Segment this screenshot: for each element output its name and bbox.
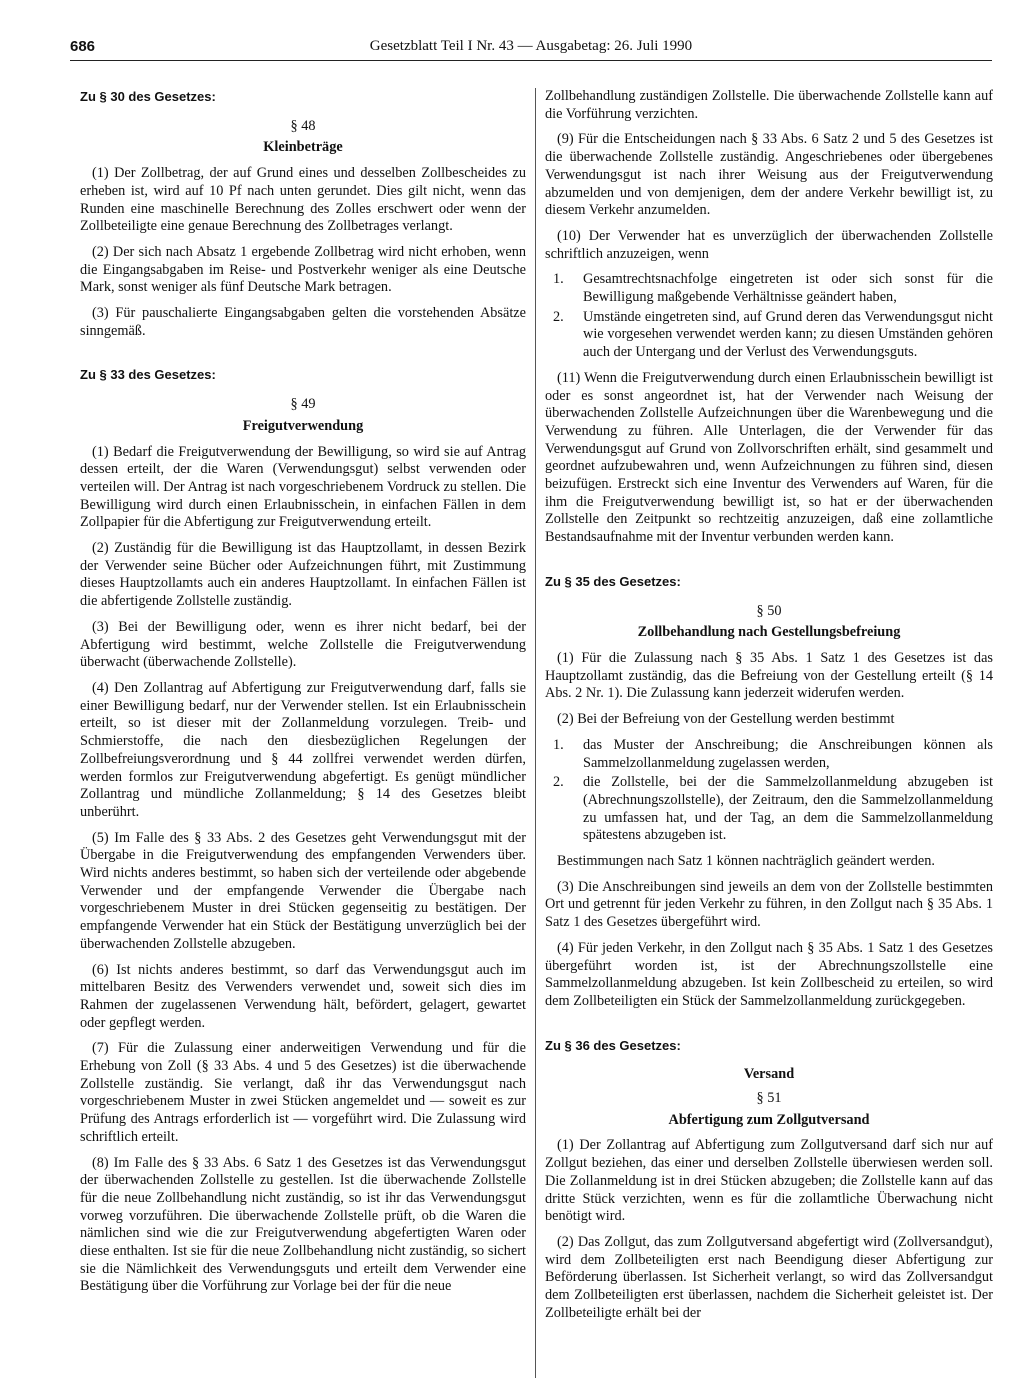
s49-p6: (6) Ist nichts anderes bestimmt, so darf das Verwendungsgut auch im mittelbaren Besitz des Verwenders verwendet und, soweit sich dies im Rahmen der zugelassenen Verwendung hält, befördert, gelagert, gewartet oder gepflegt werden. — [80, 961, 526, 1031]
s48-p3: (3) Für pauschalierte Eingangsabgaben gelten die vorstehenden Absätze sinngemäß. — [80, 305, 526, 339]
s49-p9: (9) Für die Entscheidungen nach § 33 Abs. 6 Satz 2 und 5 des Gesetzes ist die überwachende Zollstelle zuständig. Angeschriebenes oder übergebenes Verwendungsgut ist nach ihrer Weisung aus der Freigutverwendung abzumelden und von demjenigen, dem der andere Verkehr bewilligt ist, zu diesem Verkehr anzumelden. — [545, 131, 993, 219]
s51-p2: (2) Das Zollgut, das zum Zollgutversand abgefertigt wird (Zollversandgut), wird dem Zollbeteiligten erst nach Beendigung dieser Abfertigung zur Beförderung überlassen. Ist Sicherheit verlangt, so wird das Zollversandgut dem Zollbeteiligten erst überlassen, nachdem die Sicherheit geleistet ist. Der Zollbeteiligte erhält bei der — [545, 1233, 993, 1321]
paragraph-title-48: Kleinbeträge — [263, 139, 343, 156]
list-text: Umstände eingetreten sind, auf Grund deren das Verwendungsgut nicht wie vorgesehen verwendet werden kann; zu diesen Umständen gehören auch der Untergang und der Verlust des Verwendungsguts. — [583, 308, 993, 361]
list-number: 1. — [553, 736, 564, 753]
s49-p8-continued: Zollbehandlung zuständigen Zollstelle. Die überwachende Zollstelle kann auf die Vorführung verzichten. — [545, 88, 993, 122]
list-number: 2. — [553, 308, 564, 325]
paragraph-title-51: Abfertigung zum Zollgutversand — [668, 1111, 870, 1128]
right-column — [545, 88, 993, 1378]
list-text: das Muster der Anschreibung; die Anschreibungen können als Sammelzollanmeldung zugelassen werden, — [583, 736, 993, 771]
header-title: Gesetzblatt Teil I Nr. 43 — Ausgabetag: 26. Juli 1990 — [369, 38, 693, 54]
s50-p2-after: Bestimmungen nach Satz 1 können nachträglich geändert werden. — [557, 853, 935, 870]
paragraph-title-50: Zollbehandlung nach Gestellungsbefreiung — [637, 624, 901, 641]
list-number: 1. — [553, 271, 564, 288]
page-header — [70, 36, 992, 61]
paragraph-number-50: § 50 — [756, 602, 782, 619]
s50-p4: (4) Für jeden Verkehr, in den Zollgut nach § 35 Abs. 1 Satz 1 des Gesetzes übergeführt worden ist, ist der Abrechnungszollstelle eine Sammelzollanmeldung abzugeben. Ist kein Zollbescheid zu erteilen, so wird dem Zollbeteiligten ein Stück der Sammelzollanmeldung zurückgegeben. — [545, 939, 993, 1009]
list-item — [545, 271, 993, 306]
s49-p10: (10) Der Verwender hat es unverzüglich der überwachenden Zollstelle schriftlich anzuzeigen, wenn — [545, 227, 993, 262]
s49-p5: (5) Im Falle des § 33 Abs. 2 des Gesetzes geht Verwendungsgut mit der Übergabe in die Freigutverwendung des empfangenden Verwenders über. Wird nichts anderes bestimmt, so haben sich der verteilende oder abgebende Verwender und der empfangende Verwender die Übergabe nach vorgeschriebenem Muster in drei Stücken gegenseitig zu bestätigen. Der empfangende Verwender hat ein Stück der Bestätigung unverzüglich bei der überwachenden Zollstelle abzugeben. — [80, 829, 526, 952]
s48-p2: (2) Der sich nach Absatz 1 ergebende Zollbetrag wird nicht erhoben, wenn die Eingangsabgaben im Reise- und Postverkehr weniger als eine Deutsche Mark, sonst weniger als fünf Deutsche Mark betragen. — [80, 243, 526, 296]
s49-p11: (11) Wenn die Freigutverwendung durch einen Erlaubnisschein bewilligt ist oder es sonst angeordnet ist, hat der Verwender nach Weisung der überwachenden Zollstelle Aufzeichnungen über die Warenbewegung und die Verwendung zu führen. Alle Unterlagen, die der Verwender für das Verwendungsgut auf Grund von Zollvorschriften erhält, sind gesammelt und geordnet aufzubewahren und, wenn Aufzeichnungen zu führen sind, diesen beizufügen. Erstreckt sich eine Inventur des Verwenders auf Waren, für die ihm die Freigutverwendung bewilligt ist, so hat er der überwachenden Zollstelle den Zeitpunkt so rechtzeitig anzuzeigen, daß eine zollamtliche Bestandsaufnahme mit der Inventur verbunden werden kann. — [545, 369, 993, 546]
list-item — [545, 309, 993, 362]
list-number: 2. — [553, 774, 564, 791]
paragraph-number-48: § 48 — [290, 117, 316, 134]
section-heading-zu-30: Zu § 30 des Gesetzes: — [80, 89, 216, 104]
column-divider — [535, 88, 536, 1378]
s50-p1: (1) Für die Zulassung nach § 35 Abs. 1 Satz 1 des Gesetzes ist das Hauptzollamt zuständig, das die Befreiung von der Gestellung erteilt (§ 14 Abs. 2 Nr. 1). Die Zulassung kann jederzeit widerufen werden. — [545, 649, 993, 702]
section-heading-zu-35: Zu § 35 des Gesetzes: — [545, 573, 681, 589]
s49-p1: (1) Bedarf die Freigutverwendung der Bewilligung, so wird sie auf Antrag dessen erteilt, der die Waren (Verwendungsgut) selbst verwenden oder verteilen will. Der Antrag ist nach vorgeschriebenem Vordruck zu stellen. Die Bewilligung wird durch einen Erlaubnisschein, in einfachen Fällen in dem Zollpapier für die Abfertigung zur Freigutverwendung erteilt. — [80, 443, 526, 531]
left-column — [80, 88, 526, 1378]
paragraph-number-49: § 49 — [290, 396, 316, 413]
s49-p3: (3) Bei der Bewilligung oder, wenn es ihrer nicht bedarf, bei der Abfertigung wird bestimmt, welche Zollstelle die Freigutverwendung überwacht (überwachende Zollstelle). — [80, 618, 526, 671]
list-text: Gesamtrechtsnachfolge eingetreten ist oder sich sonst für die Bewilligung maßgebende Verhältnisse geändert haben, — [583, 271, 993, 306]
s50-p2-list — [545, 737, 993, 845]
list-item — [545, 737, 993, 772]
s49-p7: (7) Für die Zulassung einer anderweitigen Verwendung und für die Erhebung von Zoll (§ 33 Abs. 4 und 5 des Gesetzes) ist die überwachende Zollstelle zuständig. Sie verlangt, daß ihr das Verwendungsgut nach vorgeschriebenem Muster in zwei Stücken angemeldet und — soweit es zur Prüfung des Antrags erforderlich ist — vorgeführt wird. Die Zulassung wird schriftlich erteilt. — [80, 1040, 526, 1145]
section-heading-zu-33: Zu § 33 des Gesetzes: — [80, 367, 216, 383]
s49-p2: (2) Zuständig für die Bewilligung ist das Hauptzollamt, in dessen Bezirk der Verwender seine Bücher oder Aufzeichnungen führt, mit Zustimmung dieses Hauptzollamts auch ein anderes Hauptzollamt. In einfachen Fällen ist die abfertigende Zollstelle zuständig. — [80, 540, 526, 610]
list-item — [545, 774, 993, 845]
paragraph-title-49: Freigutverwendung — [242, 417, 364, 434]
paragraph-number-51: § 51 — [756, 1090, 782, 1107]
s51-p1: (1) Der Zollantrag auf Abfertigung zum Zollgutversand darf sich nur auf Zollgut beziehen, das einer und derselben Zollstelle überwiesen werden soll. Die Zollanmeldung ist in drei Stücken abzugeben; die Zollstelle kann auf das dritte Stück verzichten, wenn es für die zollamtliche Überwachung nicht benötigt wird. — [545, 1137, 993, 1225]
s50-p2: (2) Bei der Befreiung von der Gestellung werden bestimmt — [557, 711, 895, 728]
s49-p4: (4) Den Zollantrag auf Abfertigung zur Freigutverwendung darf, falls sie einer Bewilligung bedarf, nur der Verwender stellen. Ist ein Erlaubnisschein erteilt, so ist dieser mit der Zollanmeldung vorzulegen. Treib- und Schmierstoffe, die nach den diesbezüglichen Regelungen der Zollbefreiungsverordnung und § 44 zollfrei verwendet werden dürfen, werden formlos zur Freigutverwendung abgefertigt. Es genügt mündlicher Zollantrag und mündliche Zollanmeldung; § 14 des Gesetzes bleibt unberührt. — [80, 679, 526, 820]
s50-p3: (3) Die Anschreibungen sind jeweils an dem von der Zollstelle bestimmten Ort und getrennt für jeden Verkehr zu führen, in den Zollgut nach § 35 Abs. 1 Satz 1 des Gesetzes übergeführt wird. — [545, 878, 993, 931]
section-title-versand: Versand — [743, 1066, 795, 1083]
list-text: die Zollstelle, bei der die Sammelzollanmeldung abzugeben ist (Abrechnungszollstelle), der Zeitraum, den die Sammelzollanmeldung zu umfassen hat, und der Tag, an dem die Sammelzollanmeldung spätestens abzugeben ist. — [583, 774, 993, 844]
s49-p10-list — [545, 271, 993, 362]
s48-p1: (1) Der Zollbetrag, der auf Grund eines und desselben Zollbescheides zu erheben ist, wird auf 10 Pf nach unten gerundet. Dies gilt nicht, wenn das Runden eine maschinelle Berechnung des Zolles erschwert oder wenn der Zollbeteiligte eine genaue Berechnung des Zollbetrages verlangt. — [80, 165, 526, 235]
section-heading-zu-36: Zu § 36 des Gesetzes: — [545, 1037, 681, 1053]
page-number: 686 — [70, 38, 96, 55]
s49-p8: (8) Im Falle des § 33 Abs. 6 Satz 1 des Gesetzes ist das Verwendungsgut der überwachenden Zollstelle zu gestellen. Ist die überwachende Zollstelle für die neue Zollbehandlung nicht zuständig, so ist ihr das Verwendungsgut vorweg vorzuführen. Die überwachende Zollstelle prüft, ob die Waren die nämlichen sind wie die zur Freigutverwendung abgefertigten Waren oder diese enthalten. Ist sie für die neue Zollbehandlung nicht zuständig, so sichert sie die Nämlichkeit des Verwendungsguts und erteilt dem Verwender eine Bestätigung über die Vorführung zur Vorlage bei der für die neue — [80, 1154, 526, 1295]
